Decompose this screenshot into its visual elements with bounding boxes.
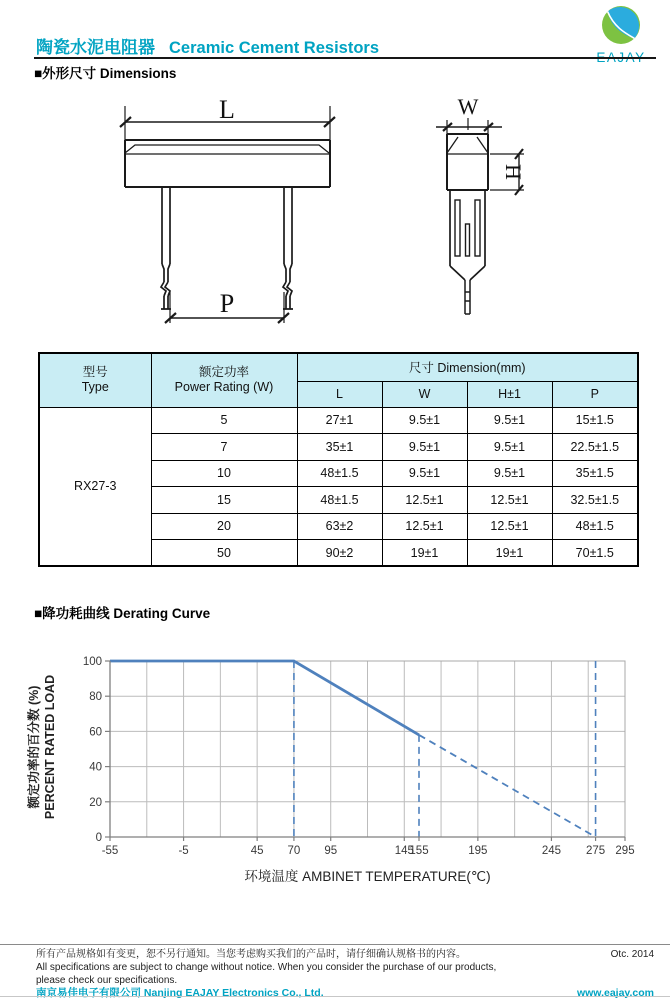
L-cell: 90±2 [297,540,382,567]
footer-company: 南京易佳电子有限公司 Nanjing EAJAY Electronics Co., Ltd. [36,987,324,999]
L-cell: 48±1.5 [297,487,382,514]
eajay-logo-icon [601,5,641,45]
H-cell: 12.5±1 [467,513,552,540]
table-row [39,407,638,434]
H-cell: 9.5±1 [467,407,552,434]
logo-text: EAJAY [596,50,646,65]
length-dimension-label: L [219,96,235,124]
col-header-type [39,353,151,407]
footer-note-en-1: All specifications are subject to change without notice. When you consider the purchase of our products, [36,962,497,973]
col-header-P: P [552,381,638,407]
svg-text:155: 155 [409,845,429,857]
W-cell: 12.5±1 [382,487,467,514]
footer-note-zh: 所有产品规格如有变更，恕不另行通知。当您考虑购买我们的产品时，请仔细确认规格书的内容。 [36,949,466,960]
section-heading-derating: ■降功耗曲线 Derating Curve [34,606,211,621]
footer-website: www.eajay.com [576,987,654,999]
col-header-dimension-group: 尺寸 Dimension(mm) [297,353,638,381]
L-cell: 63±2 [297,513,382,540]
power-cell: 15 [151,487,297,514]
col-header-type-zh: 型号 [82,364,108,379]
y-axis-label-block [14,641,70,859]
col-header-H: H±1 [467,381,552,407]
section-heading-dimensions: ■外形尺寸 Dimensions [34,66,177,81]
svg-text:45: 45 [250,845,264,857]
svg-text:-5: -5 [178,845,189,857]
page-title-zh: 陶瓷水泥电阻器 [36,38,155,57]
H-cell: 19±1 [467,540,552,567]
svg-text:80: 80 [89,691,102,704]
y-axis-label-en: PERCENT RATED LOAD [43,674,57,820]
col-header-power [151,353,297,407]
power-cell: 10 [151,460,297,487]
W-cell: 12.5±1 [382,513,467,540]
H-cell: 9.5±1 [467,434,552,461]
derating-chart [14,641,640,885]
power-cell: 5 [151,407,297,434]
H-cell: 9.5±1 [467,460,552,487]
L-cell: 35±1 [297,434,382,461]
svg-text:60: 60 [89,726,102,739]
width-dimension-label: W [457,96,479,119]
W-cell: 9.5±1 [382,407,467,434]
svg-text:295: 295 [615,845,635,857]
P-cell: 22.5±1.5 [552,434,638,461]
svg-text:95: 95 [324,845,338,857]
header-rule [34,57,656,59]
footer-date: Otc. 2014 [610,949,654,960]
page-title-en: Ceramic Cement Resistors [169,39,380,57]
front-view-drawing [112,96,342,336]
col-header-type-en: Type [81,380,109,395]
pitch-dimension-label: P [219,289,235,318]
P-cell: 48±1.5 [552,513,638,540]
W-cell: 19±1 [382,540,467,567]
power-cell: 20 [151,513,297,540]
y-axis-label-zh: 额定功率的百分数 (%) [26,685,41,809]
height-dimension-label: H [501,164,526,180]
col-header-power-zh: 额定功率 [198,364,249,379]
col-header-W: W [382,381,467,407]
derating-chart-svg [70,641,640,859]
col-header-power-en: Power Rating (W) [174,380,274,395]
x-axis-label: 环境温度 AMBINET TEMPERATURE(℃) [244,869,491,884]
svg-text:195: 195 [468,845,488,857]
type-cell: RX27-3 [39,407,151,566]
svg-text:275: 275 [585,845,606,857]
col-header-L: L [297,381,382,407]
svg-text:70: 70 [287,845,301,857]
P-cell: 35±1.5 [552,460,638,487]
svg-text:100: 100 [82,656,102,668]
svg-text:20: 20 [89,796,102,809]
side-view-drawing [420,96,555,336]
svg-text:245: 245 [541,845,562,857]
P-cell: 70±1.5 [552,540,638,567]
eajay-logo [588,5,654,65]
footer [36,948,654,1000]
L-cell: 48±1.5 [297,460,382,487]
power-cell: 50 [151,540,297,567]
svg-text:-55: -55 [101,845,119,857]
svg-text:0: 0 [95,832,102,844]
P-cell: 15±1.5 [552,407,638,434]
svg-text:40: 40 [89,761,102,774]
W-cell: 9.5±1 [382,460,467,487]
dimensions-table [38,352,639,567]
P-cell: 32.5±1.5 [552,487,638,514]
footer-rule [0,944,670,945]
svg-text:145: 145 [394,845,414,857]
footer-note-en-2: please check our specifications. [36,975,178,986]
bottom-rule [0,996,670,997]
L-cell: 27±1 [297,407,382,434]
page-title [36,33,379,58]
W-cell: 9.5±1 [382,434,467,461]
power-cell: 7 [151,434,297,461]
H-cell: 12.5±1 [467,487,552,514]
